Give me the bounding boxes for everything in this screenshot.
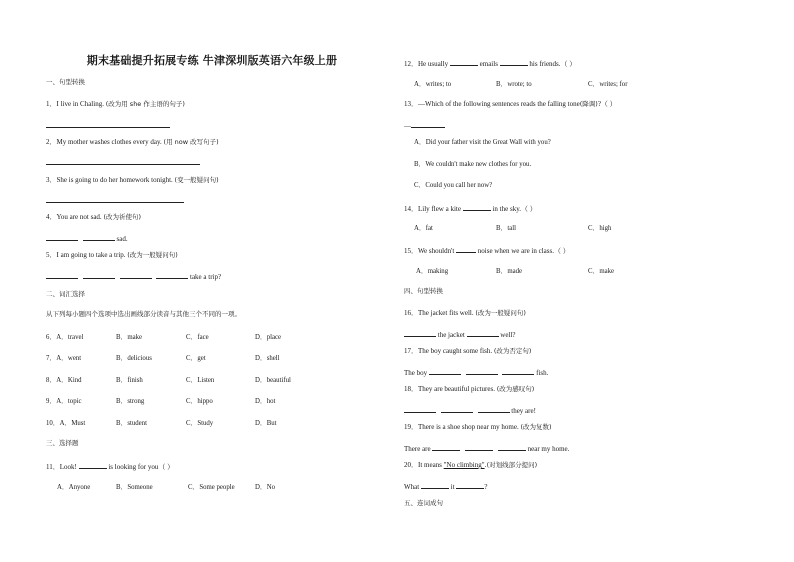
blank[interactable]: [411, 120, 445, 128]
question-19: 19．There is a shoe shop near my home. (改为复数): [404, 423, 552, 431]
question-13: 13．—Which of the following sentences reads the falling tone(降调)?（ ）: [404, 100, 617, 108]
question-4: [46, 213, 141, 222]
vocab-6-a[interactable]: 6．A．travel: [46, 334, 84, 341]
vocab-9-a[interactable]: 9．A．topic: [46, 398, 82, 405]
question-2: [46, 138, 219, 147]
question-16: 16．The jacket fits well. (改为一般疑问句): [404, 309, 526, 317]
vocab-9-d[interactable]: D．hot: [255, 398, 276, 405]
page-title: 期末基础提升拓展专练 牛津深圳版英语六年级上册: [86, 54, 338, 67]
question-14: 14．Lily flew a kite in the sky.（ ）: [404, 205, 537, 213]
blank[interactable]: [83, 233, 115, 241]
section-3-heading: 三、选择题: [46, 439, 79, 447]
question-4-answer: [46, 233, 128, 244]
blank[interactable]: [478, 405, 510, 413]
vocab-8-d[interactable]: D．beautiful: [255, 377, 291, 384]
question-2-text: 2．My mother washes clothes every day.: [46, 138, 162, 146]
vocab-10-c[interactable]: C．Study: [186, 420, 214, 427]
vocab-8-a[interactable]: 8．A．Kind: [46, 377, 82, 384]
question-1-note: (改为用 she 作主语的句子): [105, 100, 185, 108]
blank[interactable]: [467, 329, 499, 337]
question-4-note: (改为祈使句): [103, 213, 142, 221]
blank[interactable]: [466, 367, 498, 375]
section-2-heading: 二、词汇选择: [46, 290, 85, 298]
blank[interactable]: [429, 367, 461, 375]
question-20: 20．It means "No climbing".(对划线部分提问): [404, 461, 538, 469]
vocab-7-d[interactable]: D．shell: [255, 355, 280, 362]
vocab-8-b[interactable]: B．finish: [116, 377, 143, 384]
vocab-8-c[interactable]: C．Listen: [186, 377, 215, 384]
section-5-heading: 五、连词成句: [404, 499, 443, 507]
section-1-heading: 一、句型转换: [46, 78, 85, 86]
blank[interactable]: [463, 203, 491, 211]
q12-option-a[interactable]: A．writes; to: [414, 81, 452, 88]
blank[interactable]: [404, 405, 436, 413]
question-11-tail: is looking for you（ ）: [108, 463, 175, 471]
blank[interactable]: [120, 271, 152, 279]
vocab-9-c[interactable]: C．hippo: [186, 398, 213, 405]
blank[interactable]: [500, 58, 528, 66]
vocab-10-d[interactable]: D．But: [255, 420, 277, 427]
question-17-answer: The boy fish.: [404, 369, 549, 377]
vocab-7-b[interactable]: B．delicious: [116, 355, 152, 362]
blank[interactable]: [456, 481, 484, 489]
vocab-7-c[interactable]: C．get: [186, 355, 206, 362]
vocab-6-d[interactable]: D．place: [255, 334, 282, 341]
blank[interactable]: [432, 443, 460, 451]
question-5-text: 5．I am going to take a trip.: [46, 251, 126, 259]
blank[interactable]: [450, 58, 478, 66]
q11-option-d[interactable]: D．No: [255, 484, 276, 491]
answer-line-1[interactable]: [46, 127, 170, 128]
question-18-answer: they are!: [404, 405, 536, 416]
q14-option-c[interactable]: C．high: [588, 225, 612, 232]
question-20-answer: What it ?: [404, 483, 488, 491]
vocab-10-b[interactable]: B．student: [116, 420, 147, 427]
blank[interactable]: [498, 443, 526, 451]
blank[interactable]: [156, 271, 188, 279]
question-2-note: (用 now 改写句子): [163, 138, 219, 146]
q11-option-a[interactable]: A．Anyone: [57, 484, 91, 491]
q12-option-c[interactable]: C．writes; for: [588, 81, 628, 88]
q13-option-a[interactable]: A．Did your father visit the Great Wall with you?: [414, 139, 551, 146]
blank[interactable]: [46, 271, 78, 279]
q15-option-a[interactable]: A．making: [416, 268, 449, 275]
question-16-answer: the jacket well?: [404, 329, 515, 340]
question-3-note: (变一般疑问句): [174, 176, 219, 184]
question-11: [46, 461, 174, 472]
question-4-text: 4．You are not sad.: [46, 213, 102, 221]
question-17: 17．The boy caught some fish. (改为否定句): [404, 347, 532, 355]
blank[interactable]: [46, 233, 78, 241]
question-5-note: (改为一般疑问句): [127, 251, 178, 259]
question-5-answer: [46, 271, 221, 282]
underlined-phrase: "No climbing": [443, 461, 485, 469]
question-18: 18．They are beautiful pictures. (改为感叹句): [404, 385, 535, 393]
question-1-text: 1．I live in Chaling.: [46, 100, 104, 108]
section-4-heading: 四、句型转换: [404, 287, 443, 295]
vocab-6-b[interactable]: B．make: [116, 334, 143, 341]
question-3-text: 3．She is going to do her homework tonight.: [46, 176, 173, 184]
vocab-7-a[interactable]: 7．A．went: [46, 355, 82, 362]
q11-option-c[interactable]: C．Some people: [188, 484, 235, 491]
q12-option-b[interactable]: B．wrote; to: [496, 81, 532, 88]
question-5-tail: take a trip?: [190, 273, 222, 281]
question-15: 15．We shouldn't noise when we are in class.（ ）: [404, 247, 570, 255]
blank[interactable]: [404, 329, 436, 337]
blank[interactable]: [502, 367, 534, 375]
question-1: [46, 100, 185, 109]
blank[interactable]: [421, 481, 449, 489]
question-12: 12．He usually emails his friends.（ ）: [404, 60, 577, 68]
section-2-instruction: 从下列每小题四个选项中选出画线部分读音与其他三个不同的一项。: [46, 310, 241, 318]
q15-option-b[interactable]: B．made: [496, 268, 523, 275]
q15-option-c[interactable]: C．make: [588, 268, 615, 275]
blank[interactable]: [441, 405, 473, 413]
q13-option-c[interactable]: C．Could you call her now?: [414, 182, 493, 189]
answer-line-2[interactable]: [46, 164, 200, 165]
blank[interactable]: [79, 461, 107, 469]
answer-line-3[interactable]: [46, 202, 184, 203]
blank[interactable]: [83, 271, 115, 279]
vocab-6-c[interactable]: C．face: [186, 334, 209, 341]
q14-option-a[interactable]: A．fat: [414, 225, 433, 232]
question-11-text: 11．Look!: [46, 463, 77, 471]
q14-option-b[interactable]: B．tall: [496, 225, 517, 232]
blank[interactable]: [456, 245, 476, 253]
question-4-tail: sad.: [116, 235, 128, 243]
question-13-answer: —: [404, 120, 445, 131]
blank[interactable]: [465, 443, 493, 451]
question-19-answer: There are near my home.: [404, 445, 570, 453]
q11-option-b[interactable]: B．Someone: [116, 484, 153, 491]
q13-option-b[interactable]: B．We couldn't make new clothes for you.: [414, 161, 532, 168]
vocab-9-b[interactable]: B．strong: [116, 398, 145, 405]
question-3: [46, 176, 219, 185]
question-5: [46, 251, 178, 260]
vocab-10-a[interactable]: 10．A．Must: [46, 420, 86, 427]
